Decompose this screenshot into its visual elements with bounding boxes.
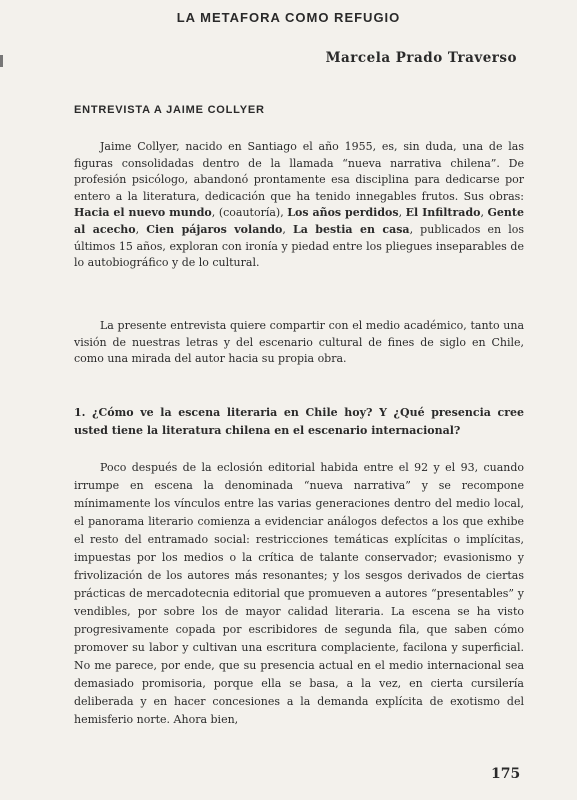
separator: , bbox=[480, 206, 488, 220]
section-heading: ENTREVISTA A JAIME COLLYER bbox=[74, 104, 265, 116]
author-name: Marcela Prado Traverso bbox=[325, 50, 517, 66]
page-number: 175 bbox=[491, 766, 521, 782]
work-title: Cien pájaros volando bbox=[146, 222, 283, 236]
work-title: Gente al acecho bbox=[74, 206, 525, 236]
intro-paragraph-2: La presente entrevista quiere compartir con el medio académico, tanto una visión de nuestras letras y del escenario cultural de fines de siglo en Chile, como una mirada del autor hacia su propia obra. bbox=[74, 319, 524, 366]
intro-text-b: , (coautoría), bbox=[211, 206, 288, 220]
work-title: La bestia en casa bbox=[292, 222, 410, 236]
intro-paragraph bbox=[74, 139, 524, 272]
intro-text-c: , publicados en los últimos 15 años, exploran con ironía y piedad entre los pliegues inseparables de lo autobiográfico y de lo cultural. bbox=[74, 222, 524, 270]
margin-mark bbox=[0, 55, 3, 67]
intro-text-a: Jaime Collyer, nacido en Santiago el año 1955, es, sin duda, una de las figuras consolidadas dentro de la llamada “nueva narrativa chilena”. De profesión psicólogo, abandonó prontamente esa disciplina para dedicarse por entero a la literatura, dedicación que ha tenido innegables frutos. Sus obras: bbox=[74, 140, 524, 203]
separator: , bbox=[135, 222, 147, 236]
article-title: LA METAFORA COMO REFUGIO bbox=[176, 10, 401, 25]
question-1: 1. ¿Cómo ve la escena literaria en Chile hoy? Y ¿Qué presencia cree usted tiene la literatura chilena en el escenario internacional? bbox=[74, 406, 524, 437]
separator: , bbox=[398, 206, 406, 220]
work-title: Hacia el nuevo mundo bbox=[74, 206, 212, 220]
separator: , bbox=[282, 222, 293, 236]
work-title: El Infiltrado bbox=[405, 206, 481, 220]
work-title: Los años perdidos bbox=[287, 206, 399, 220]
answer-1: Poco después de la eclosión editorial habida entre el 92 y el 93, cuando irrumpe en escena la denominada “nueva narrativa” y se recompone mínimamente los vínculos entre las varias generaciones dentro del medio local, el panorama literario comienza a evidenciar análogos defectos a los que exhibe el resto del entramado social: restricciones temáticas explícitas o implícitas, impuestas por los medios o la crítica de talante conservador; evasionismo y frivolización de los autores más resonantes; y los sesgos derivados de ciertas prácticas de mercadotecnia editorial que promueven a autores “presentables” y vendibles, por sobre los de mayor calidad literaria. La escena se ha visto progresivamente copada por escribidores de segunda fila, que saben cómo promover su labor y cultivan una escritura complaciente, facilona y superficial. No me parece, por ende, que su presencia actual en el medio internacional sea demasiado promisoria, porque ella se basa, a la vez, en cierta cursilería deliberada y en hacer concesiones a la demanda explícita de exotismo del hemisferio norte. Ahora bien, bbox=[74, 461, 524, 726]
